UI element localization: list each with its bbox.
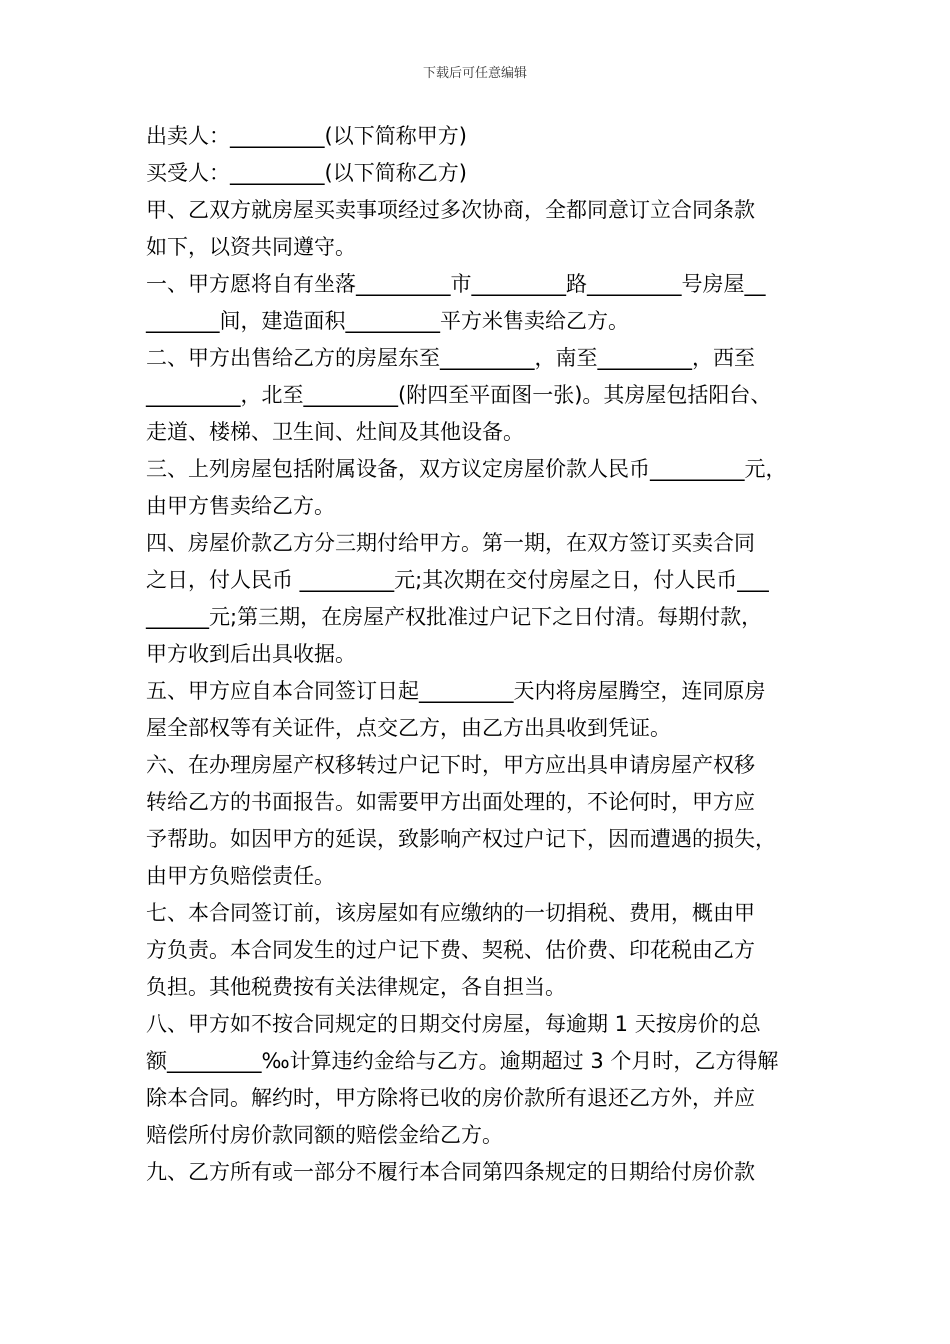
text-line: 七、本合同签订前，该房屋如有应缴纳的一切捐税、费用，概由甲 (146, 901, 755, 925)
text-line: 四、房屋价款乙方分三期付给甲方。第一期，在双方签订买卖合同 (146, 531, 755, 555)
text-line: 之日，付人民币 _________元;其次期在交付房屋之日，付人民币___ (146, 568, 769, 592)
text-line: 买受人：_________(以下简称乙方) (146, 161, 467, 185)
text-line: 出卖人：_________(以下简称甲方) (146, 124, 467, 148)
text-line: 赔偿所付房价款同额的赔偿金给乙方。 (146, 1123, 503, 1147)
text-line: 屋全部权等有关证件，点交乙方，由乙方出具收到凭证。 (146, 716, 671, 740)
text-line: 八、甲方如不按合同规定的日期交付房屋，每逾期 1 天按房价的总 (146, 1012, 761, 1036)
text-line: 予帮助。如因甲方的延误，致影响产权过户记下，因而遭遇的损失， (146, 827, 776, 851)
text-line: 甲、乙双方就房屋买卖事项经过多次协商，全都同意订立合同条款 (146, 198, 755, 222)
text-line: 由甲方售卖给乙方。 (146, 494, 335, 518)
text-line: 转给乙方的书面报告。如需要甲方出面处理的，不论何时，甲方应 (146, 790, 755, 814)
text-line: _________，北至_________(附四至平面图一张)。其房屋包括阳台、 (146, 383, 772, 407)
page-header (0, 66, 950, 82)
text-line: 三、上列房屋包括附属设备，双方议定房屋价款人民币_________元， (146, 457, 787, 481)
text-line: 负担。其他税费按有关法律规定，各自担当。 (146, 975, 566, 999)
document-body (146, 118, 822, 1191)
text-line: 如下，以资共同遵守。 (146, 235, 356, 259)
text-line: 甲方收到后出具收据。 (146, 642, 356, 666)
text-line: 方负责。本合同发生的过户记下费、契税、估价费、印花税由乙方 (146, 938, 755, 962)
text-line: 一、甲方愿将自有坐落_________市_________路_________号房屋__ (146, 272, 766, 296)
text-line: 除本合同。解约时，甲方除将已收的房价款所有退还乙方外，并应 (146, 1086, 755, 1110)
text-line: _______间，建造面积_________平方米售卖给乙方。 (146, 309, 629, 333)
text-line: 额_________‰计算违约金给与乙方。逾期超过 3 个月时，乙方得解 (146, 1049, 779, 1073)
text-line: 九、乙方所有或一部分不履行本合同第四条规定的日期给付房价款 (146, 1160, 755, 1184)
text-line: 二、甲方出售给乙方的房屋东至_________，南至_________，西至 (146, 346, 755, 370)
text-line: 六、在办理房屋产权移转过户记下时，甲方应出具申请房屋产权移 (146, 753, 755, 777)
text-line: 由甲方负赔偿责任。 (146, 864, 335, 888)
text-line: 五、甲方应自本合同签订日起_________天内将房屋腾空，连同原房 (146, 679, 766, 703)
text-line: ______元;第三期，在房屋产权批准过户记下之日付清。每期付款， (146, 605, 763, 629)
header-note: 下载后可任意编辑 (422, 66, 527, 81)
text-line: 走道、楼梯、卫生间、灶间及其他设备。 (146, 420, 524, 444)
